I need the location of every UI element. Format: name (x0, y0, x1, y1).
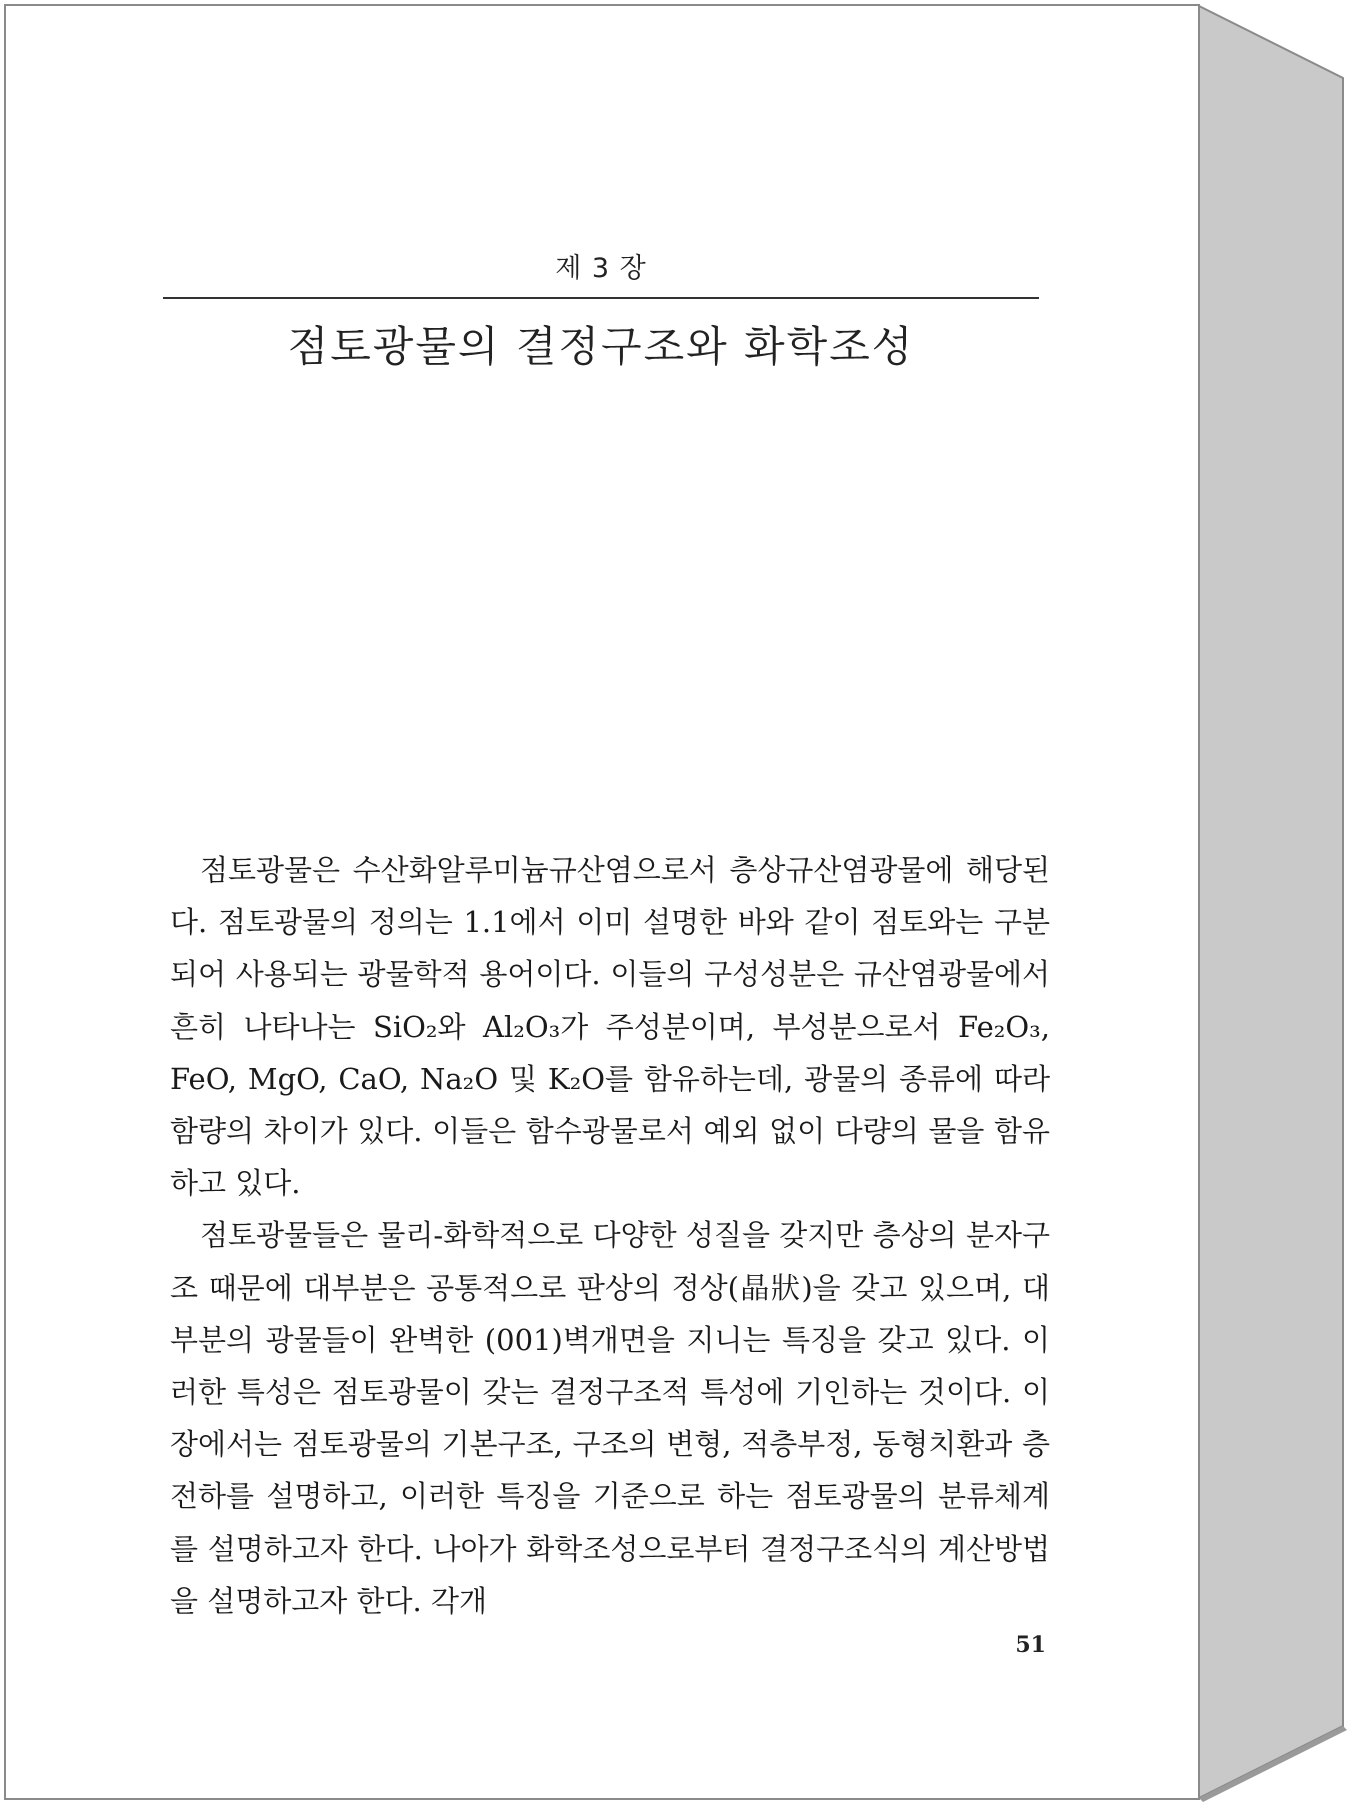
book-page (6, 6, 1196, 1798)
chapter-title: 점토광물의 결정구조와 화학조성 (287, 322, 915, 371)
paragraph-2: 점토광물들은 물리-화학적으로 다양한 성질을 갖지만 층상의 분자구조 때문에 대부분은 공통적으로 판상의 정상(晶狀)을 갖고 있으며, 대부분의 광물들이 완벽한 (001)벽개면을 지니는 특징을 갖고 있다. 이러한 특성은 점토광물이 갖는 결정구조적 특성에 기인하는 것이다. 이 장에서는 점토광물의 기본구조, 구조의 변형, 적층부정, 동형치환과 층전하를 설명하고, 이러한 특징을 기준으로 하는 점토광물의 분류체계를 설명하고자 한다. 나아가 화학조성으로부터 결정구조식의 계산방법을 설명하고자 한다. 각개 (170, 1218, 1050, 1618)
title-divider (163, 297, 1039, 299)
page-number: 51 (1015, 1632, 1046, 1658)
body-text (170, 844, 1050, 1627)
chapter-label: 제 3 장 (555, 253, 647, 284)
paragraph-1: 점토광물은 수산화알루미늄규산염으로서 층상규산염광물에 해당된다. 점토광물의 정의는 1.1에서 이미 설명한 바와 같이 점토와는 구분되어 사용되는 광물학적 용어이다. 이들의 구성성분은 규산염광물에서 흔히 나타나는 SiO₂와 Al₂O₃가 주성분이며, 부성분으로서 Fe₂O₃, FeO, MgO, CaO, Na₂O 및 K₂O를 함유하는데, 광물의 종류에 따라 함량의 차이가 있다. 이들은 함수광물로서 예외 없이 다량의 물을 함유하고 있다. (170, 853, 1050, 1201)
